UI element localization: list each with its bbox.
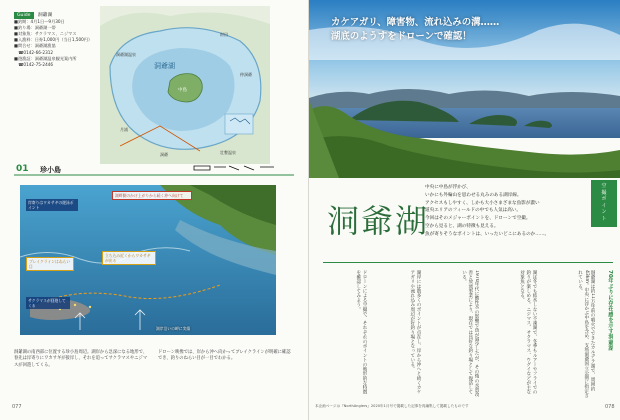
series-tag-char: 空 xyxy=(601,183,607,189)
caption-column: ドローン映像では、岸から沖へ向かってブレイクラインが明確に確認でき、釣りのねらい目が一目でわかる。 xyxy=(158,350,291,362)
lead-line: アクセスもしやすく、しかも大小さまざまな魚影が濃い xyxy=(425,200,540,206)
callout-text: ブレイクラインはねらい目 xyxy=(26,257,74,271)
guide-badge: Guide xyxy=(14,12,34,19)
section-title: 珍小島 xyxy=(40,166,61,174)
hero-headline-line: 湖底のようすをドローンで確認！ xyxy=(331,31,472,42)
aerial-photo xyxy=(20,185,276,335)
body-column: 湖は冬でも結氷しない不凍湖で、冬季もルアーやフライでの釣りが楽しめる。ニジマス、サクラマス、ウグイなどが主な対象魚となる。 xyxy=(519,270,537,395)
map-lake-label: 洞爺湖 xyxy=(154,62,175,70)
right-page xyxy=(309,0,620,420)
left-page xyxy=(0,0,309,420)
divider-line xyxy=(323,262,613,263)
guide-title: 洞爺湖 xyxy=(37,13,53,18)
body-column: 湖岸には数多くのポイントが点在し、岸から沖へと続くカケアガリや流れ込み周辺が好釣り場となっている。 xyxy=(409,270,421,395)
lake-map xyxy=(100,6,270,164)
map-place: 洞爺湖温泉 xyxy=(116,52,136,57)
column-heading: 70年ぶりに存在感を示す洞爺湖 xyxy=(607,270,613,351)
guide-line: ☎0142-75-2446 xyxy=(14,61,54,67)
callout-text: サクラマスが回遊してくる xyxy=(26,297,70,309)
map-place: 洞爺 xyxy=(160,152,168,157)
body-column: ドローンによる空撮で、それぞれのポイントの地形的な特徴を確認してみよう。 xyxy=(355,270,367,395)
series-tag-char: イ xyxy=(601,202,607,209)
lead-line: 今回はそのメジャーポイントを、ドローンで空撮。 xyxy=(425,216,531,222)
lead-line: 魚が寄りそうなポイントは、いったいどこにあるのか……。 xyxy=(425,231,550,237)
series-tag xyxy=(591,180,617,227)
section-number: 01 xyxy=(16,164,29,174)
guide-line: ■遊漁証：洞爺湖温泉観光案内所 xyxy=(14,55,77,61)
map-place: 財田 xyxy=(220,32,228,37)
guide-line: ■入漁料：日券1,000円（当日1,500円） xyxy=(14,37,93,43)
lead-line: 空から見ると、湖の特徴も見える。 xyxy=(425,223,499,229)
guide-info-box xyxy=(14,12,102,130)
body-text xyxy=(323,270,613,400)
guide-line: ■対象魚：サクラマス、ニジマス xyxy=(14,31,77,37)
guide-line: ■釣り場：洞爺湖一帯 xyxy=(14,25,56,31)
article-title: 洞爺湖 xyxy=(327,202,430,240)
body-column: 洞爺湖は約11万年前の噴火でできたカルデラ湖で、周囲約43km。中央に浮かぶ中島を含め、支笏洞爺国立公園に指定されている。 xyxy=(577,270,595,398)
callout-text: 岸寄りはワカサギの遊泳ポイント xyxy=(26,199,78,211)
callout-text: 湖岸沿いの岬に実績 xyxy=(156,326,191,331)
map-island-label: 中島 xyxy=(178,88,187,93)
lead-paragraph xyxy=(425,184,595,239)
lead-line: いかにも外輪山を思わせる丸みのある湖岸線。 xyxy=(425,192,522,198)
series-tag-char: ト xyxy=(601,215,607,222)
callout-text: 立ち込み近くからワカサギが出る xyxy=(102,251,156,265)
lead-line: 道央エリアのフィールドの中でも人気は高い。 xyxy=(425,208,522,214)
series-tag-char: ポ xyxy=(601,196,607,202)
series-tag-char: ン xyxy=(601,209,607,215)
map-place: 壮瞥温泉 xyxy=(220,150,236,155)
page-number-left: 077 xyxy=(12,404,22,410)
map-place: 仲洞爺 xyxy=(240,72,252,77)
hero-headline xyxy=(331,16,499,44)
lead-line: 中央に中島が浮かび、 xyxy=(425,185,471,190)
callout-text: 湖畔側のかけ上がりから続く沖へ向けて xyxy=(112,191,192,200)
hero-photo xyxy=(309,0,620,178)
hero-headline-line: カケアガリ、障害物、流れ込みの溝…… xyxy=(331,17,500,28)
page-number-right: 078 xyxy=(605,404,615,410)
body-column: 1970年代に酸性水の影響で魚が減少したが、その後の水質改善と放流事業により、現在では良好な釣り場として復活している。 xyxy=(461,270,479,397)
guide-line: ■釣期：4月1日〜9月30日 xyxy=(14,19,65,25)
guide-line: ■問合せ：洞爺湖漁協 xyxy=(14,43,56,49)
map-place: 月浦 xyxy=(120,127,128,132)
guide-line: ☎0142-66-2312 xyxy=(14,49,54,55)
footer-note: 本企画ページは『NorthAnglers』2020年1月号で掲載した記事を再編集して掲載したものです xyxy=(315,404,469,408)
series-tag-char: 撮 xyxy=(601,189,607,196)
caption-column: 洞爺湖の南西部に位置する珍小島周辺。湖岸から急深になる地形で、春先は岸寄りにワカサギが接岸し、それを追ってサクラマスやニジマスが回遊してくる。 xyxy=(14,350,148,368)
